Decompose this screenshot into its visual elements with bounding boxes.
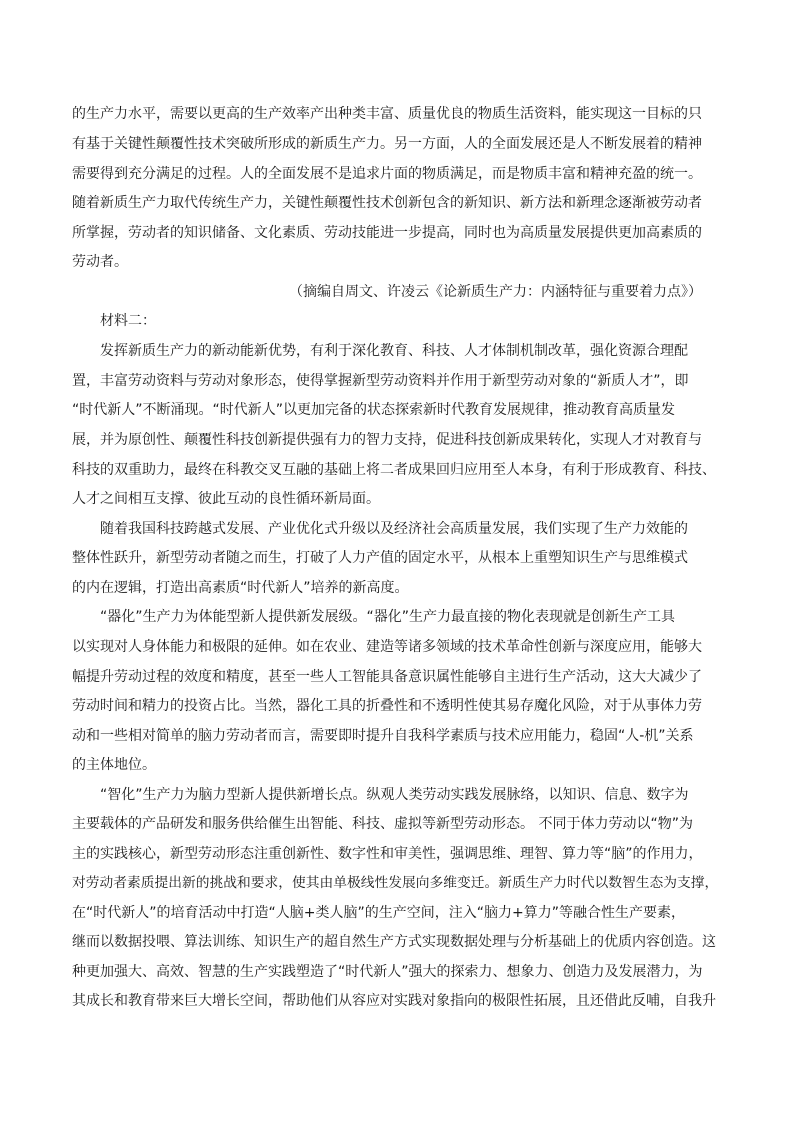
text-line: 随着新质生产力取代传统生产力，关键性颠覆性技术创新包含的新知识、新方法和新理念逐渐被劳动者 [72, 195, 702, 211]
text-line: 需要得到充分满足的过程。人的全面发展不是追求片面的物质满足，而是物质丰富和精神充盈的统一。 [72, 166, 702, 182]
text-line: 的生产力水平，需要以更高的生产效率产出种类丰富、质量优良的物质生活资料，能实现这一目标的只 [72, 106, 702, 122]
text-line: 有基于关键性颠覆性技术突破所形成的新质生产力。另一方面，人的全面发展还是人不断发展着的精神 [72, 136, 702, 152]
text-line: 以实现对人身体能力和极限的延伸。如在农业、建造等诸多领域的技术革命性创新与深度应用，能够大 [72, 639, 702, 655]
text-line: 的主体地位。 [72, 757, 156, 773]
text-line: 随着我国科技跨越式发展、产业优化式升级以及经济社会高质量发展，我们实现了生产力效能的 [100, 521, 688, 537]
text-line: 展，并为原创性、颠覆性科技创新提供强有力的智力支持，促进科技创新成果转化，实现人才对教育与 [72, 432, 702, 448]
text-line: 继而以数据投喂、算法训练、知识生产的超自然生产方式实现数据处理与分析基础上的优质内容创造。这 [72, 934, 716, 950]
text-line: 对劳动者素质提出新的挑战和要求，使其由单极线性发展向多维变迁。新质生产力时代以数智生态为支撑， [72, 875, 719, 891]
text-line: 主要载体的产品研发和服务供给催生出智能、科技、虚拟等新型劳动形态。 不同于体力劳动以“物”为 [72, 816, 693, 832]
text-line: “时代新人”不断涌现。“时代新人”以更加完备的状态探索新时代教育发展规律，推动教育高质量发 [72, 402, 676, 418]
text-line: 劳动者。 [72, 254, 128, 270]
text-line: “器化”生产力为体能型新人提供新发展级。“器化”生产力最直接的物化表现就是创新生产工具 [100, 609, 676, 625]
section-heading-material-two: 材料二： [100, 313, 156, 329]
text-line: 科技的双重助力，最终在科教交叉互融的基础上将二者成果回归应用至人本身，有利于形成教育、科技、 [72, 462, 716, 478]
source-citation: （摘编自周文、许凌云《论新质生产力：内涵特征与重要着力点》） [289, 284, 702, 300]
text-line: 在“时代新人”的培育活动中打造“人脑+类人脑”的生产空间，注入“脑力+算力”等融合性生产要素， [72, 905, 685, 921]
text-line: 发挥新质生产力的新动能新优势，有利于深化教育、科技、人才体制机制改革，强化资源合理配 [100, 343, 688, 359]
text-line: 整体性跃升，新型劳动者随之而生，打破了人力产值的固定水平，从根本上重塑知识生产与思维模式 [72, 550, 688, 566]
text-line: 劳动时间和精力的投资占比。当然，器化工具的折叠性和不透明性使其易存魔化风险，对于从事体力劳 [72, 698, 702, 714]
text-line: 主的实践核心，新型劳动形态注重创新性、数字性和审美性，强调思维、理智、算力等“脑”的作用力， [72, 846, 703, 862]
text-line: 其成长和教育带来巨大增长空间，帮助他们从容应对实践对象指向的极限性拓展，且还借此反哺，自我升 [72, 993, 716, 1009]
text-line: 种更加强大、高效、智慧的生产实践塑造了“时代新人”强大的探索力、想象力、创造力及发展潜力，为 [72, 964, 703, 980]
text-line: 置，丰富劳动资料与劳动对象形态，使得掌握新型劳动资料并作用于新型劳动对象的“新质人才”，即 [72, 373, 689, 389]
text-line: 的内在逻辑，打造出高素质“时代新人”培养的新高度。 [72, 580, 409, 596]
text-line: 所掌握，劳动者的知识储备、文化素质、劳动技能进一步提高，同时也为高质量发展提供更加高素质的 [72, 225, 702, 241]
text-line: 人才之间相互支撑、彼此互动的良性循环新局面。 [72, 491, 380, 507]
text-line: 动和一些相对简单的脑力劳动者而言，需要即时提升自我科学素质与技术应用能力，稳固“人-机”关系 [72, 728, 694, 744]
text-line: “智化”生产力为脑力型新人提供新增长点。纵观人类劳动实践发展脉络，以知识、信息、数字为 [100, 787, 689, 803]
text-line: 幅提升劳动过程的效度和精度，甚至一些人工智能具备意识属性能够自主进行生产活动，这大大减少了 [72, 669, 702, 685]
